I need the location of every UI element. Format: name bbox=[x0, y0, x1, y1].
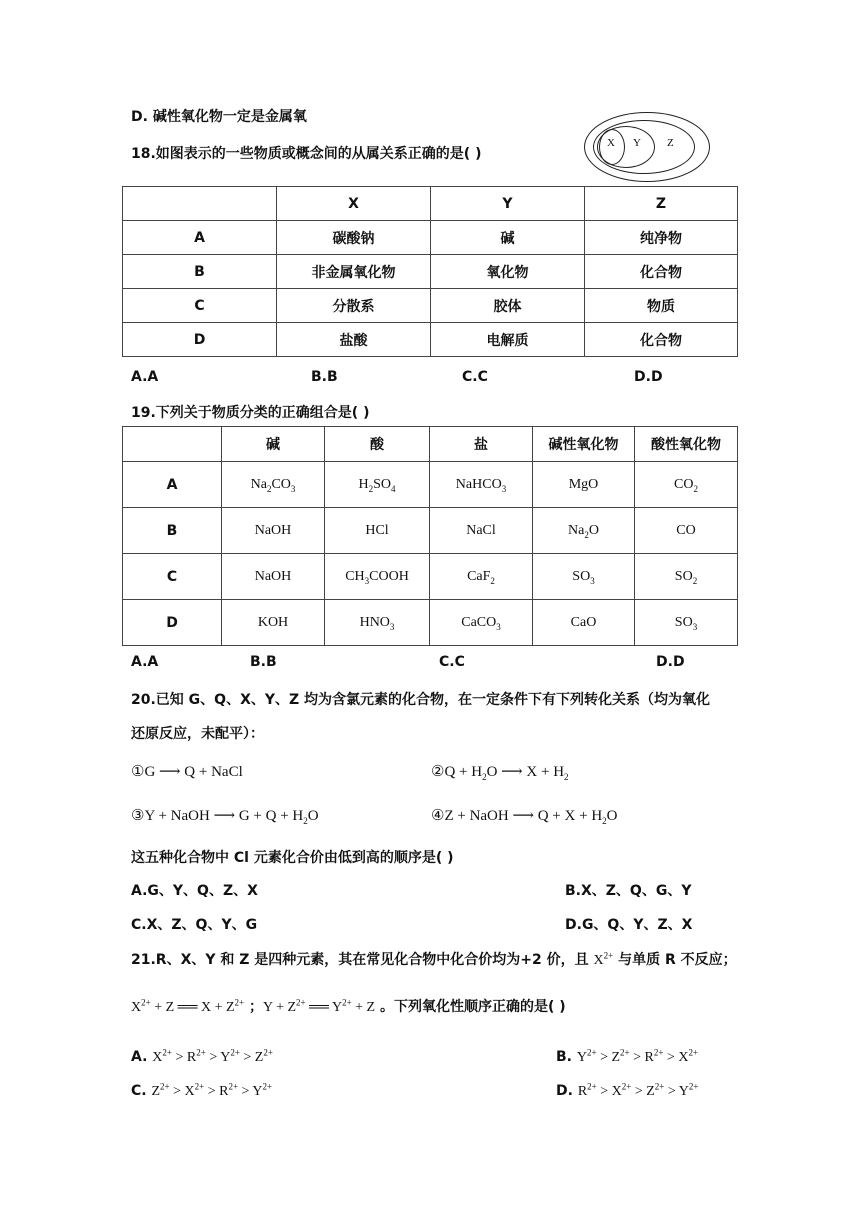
q19-cell: $Na_2O$ bbox=[533, 508, 635, 554]
q20-option-a: A.G、Y、Q、Z、X bbox=[131, 883, 258, 899]
q18-cell: C bbox=[123, 289, 277, 323]
q19-cell: CaCO$_3$ bbox=[430, 600, 533, 646]
q19-row-label: A bbox=[123, 462, 222, 508]
q20-stem-line1: 20.已知 G、Q、X、Y、Z 均为含氯元素的化合物，在一定条件下有下列转化关系（均为氧化 bbox=[131, 692, 711, 708]
q19-cell: $SO_3$ bbox=[533, 554, 635, 600]
q19-cell: $SO_3$ bbox=[635, 600, 738, 646]
q19-cell: $H_2SO_4$ bbox=[325, 462, 430, 508]
q21-stem-line2: $X^{2+} + Z$ ══ $X + Z^{2+}$ ；$Y + Z^{2+}$ ══ $Y^{2+} + Z$ 。下列氧化性顺序正确的是( ) bbox=[131, 997, 566, 1015]
q18-cell: 胶体 bbox=[431, 289, 585, 323]
q19-cell: CO bbox=[635, 508, 738, 554]
q20-option-d: D.G、Q、Y、Z、X bbox=[565, 917, 693, 933]
q18-cell: 化合物 bbox=[585, 323, 738, 357]
q19-header-cell: 碱 bbox=[222, 427, 325, 462]
q18-header-row bbox=[123, 187, 738, 221]
q19-answer-a: A.A bbox=[131, 654, 159, 670]
q18-cell: D bbox=[123, 323, 277, 357]
q18-cell: 碱 bbox=[431, 221, 585, 255]
table-row bbox=[123, 508, 738, 554]
q18-cell: 物质 bbox=[585, 289, 738, 323]
q19-cell: $CH_3COOH$ bbox=[325, 554, 430, 600]
q19-row-label: D bbox=[123, 600, 222, 646]
q19-cell: NaOH bbox=[222, 554, 325, 600]
q21-option-c: C. $Z^{2+} > X^{2+} > R^{2+} > Y^{2+}$ bbox=[131, 1081, 273, 1099]
q19-header-cell: 酸性氧化物 bbox=[635, 427, 738, 462]
q19-cell: HCl bbox=[325, 508, 430, 554]
q19-answer-b: B.B bbox=[250, 654, 277, 670]
q18-header-cell: X bbox=[277, 187, 431, 221]
table-row bbox=[123, 221, 738, 255]
q21-option-b: B. $Y^{2+} > Z^{2+} > R^{2+} > X^{2+}$ bbox=[556, 1047, 699, 1065]
q19-stem: 19.下列关于物质分类的正确组合是( ) bbox=[131, 405, 370, 421]
q19-answer-d: D.D bbox=[656, 654, 685, 670]
q20-reaction-1: ①G ⟶ Q + NaCl bbox=[131, 764, 243, 780]
q19-header-row bbox=[123, 427, 738, 462]
q18-cell: 化合物 bbox=[585, 255, 738, 289]
q18-header-cell: Y bbox=[431, 187, 585, 221]
q21-option-a: A. $X^{2+} > R^{2+} > Y^{2+} > Z^{2+}$ bbox=[131, 1047, 273, 1065]
q18-cell: 非金属氧化物 bbox=[277, 255, 431, 289]
q19-cell: $CO_2$ bbox=[635, 462, 738, 508]
q19-header-cell: 盐 bbox=[430, 427, 533, 462]
q18-cell: 分散系 bbox=[277, 289, 431, 323]
q20-reaction-3: ③Y + NaOH ⟶ $G + Q + H_2O$ bbox=[131, 808, 319, 826]
venn-diagram bbox=[584, 112, 710, 182]
q20-reaction-2: ②Q + $H_2O$ ⟶ $X + H_2$ bbox=[431, 764, 569, 782]
q19-cell: $SO_2$ bbox=[635, 554, 738, 600]
q19-cell: CaO bbox=[533, 600, 635, 646]
q19-header-cell bbox=[123, 427, 222, 462]
q19-table bbox=[122, 426, 738, 646]
q18-header-cell bbox=[123, 187, 277, 221]
q19-answer-c: C.C bbox=[439, 654, 465, 670]
q18-cell: 电解质 bbox=[431, 323, 585, 357]
q21-stem-line1: 21.R、X、Y 和 Z 是四种元素，其在常见化合物中化合价均为+2 价，且 $X^{2+}$ 与单质 R 不反应； bbox=[131, 950, 737, 968]
q19-cell: $Na_2CO_3$ bbox=[222, 462, 325, 508]
q19-cell: NaHCO$_3$ bbox=[430, 462, 533, 508]
q18-stem: 18.如图表示的一些物质或概念间的从属关系正确的是( ) bbox=[131, 146, 482, 162]
table-row bbox=[123, 462, 738, 508]
q18-cell: 碳酸钠 bbox=[277, 221, 431, 255]
table-row bbox=[123, 289, 738, 323]
q18-cell: 纯净物 bbox=[585, 221, 738, 255]
q19-row-label: B bbox=[123, 508, 222, 554]
q18-answer-a: A.A bbox=[131, 369, 159, 385]
q18-answer-d: D.D bbox=[634, 369, 663, 385]
q18-table bbox=[122, 186, 738, 357]
q20-stem-line2: 还原反应，未配平）： bbox=[131, 726, 264, 742]
q19-cell: KOH bbox=[222, 600, 325, 646]
venn-label-y: Y bbox=[633, 137, 641, 149]
q17-option-d: D. 碱性氧化物一定是金属氧 bbox=[131, 109, 307, 125]
q18-answer-c: C.C bbox=[462, 369, 488, 385]
q18-cell: B bbox=[123, 255, 277, 289]
q18-cell: 氧化物 bbox=[431, 255, 585, 289]
venn-label-z: Z bbox=[667, 137, 674, 149]
venn-label-x: X bbox=[607, 137, 615, 149]
q18-cell: A bbox=[123, 221, 277, 255]
q20-option-b: B.X、Z、Q、G、Y bbox=[565, 883, 692, 899]
q19-cell: NaCl bbox=[430, 508, 533, 554]
q20-reaction-4: ④Z + NaOH ⟶ $Q + X + H_2O$ bbox=[431, 808, 618, 826]
table-row bbox=[123, 323, 738, 357]
q19-row-label: C bbox=[123, 554, 222, 600]
q19-header-cell: 碱性氧化物 bbox=[533, 427, 635, 462]
q19-cell: CaF$_2$ bbox=[430, 554, 533, 600]
q19-cell: $HNO_3$ bbox=[325, 600, 430, 646]
q19-header-cell: 酸 bbox=[325, 427, 430, 462]
table-row bbox=[123, 255, 738, 289]
q18-cell: 盐酸 bbox=[277, 323, 431, 357]
q21-option-d: D. $R^{2+} > X^{2+} > Z^{2+} > Y^{2+}$ bbox=[556, 1081, 699, 1099]
q18-header-cell: Z bbox=[585, 187, 738, 221]
table-row bbox=[123, 554, 738, 600]
q18-answer-b: B.B bbox=[311, 369, 338, 385]
q19-cell: NaOH bbox=[222, 508, 325, 554]
q20-option-c: C.X、Z、Q、Y、G bbox=[131, 917, 258, 933]
table-row bbox=[123, 600, 738, 646]
q20-question: 这五种化合物中 Cl 元素化合价由低到高的顺序是( ) bbox=[131, 850, 454, 866]
q19-cell: MgO bbox=[533, 462, 635, 508]
